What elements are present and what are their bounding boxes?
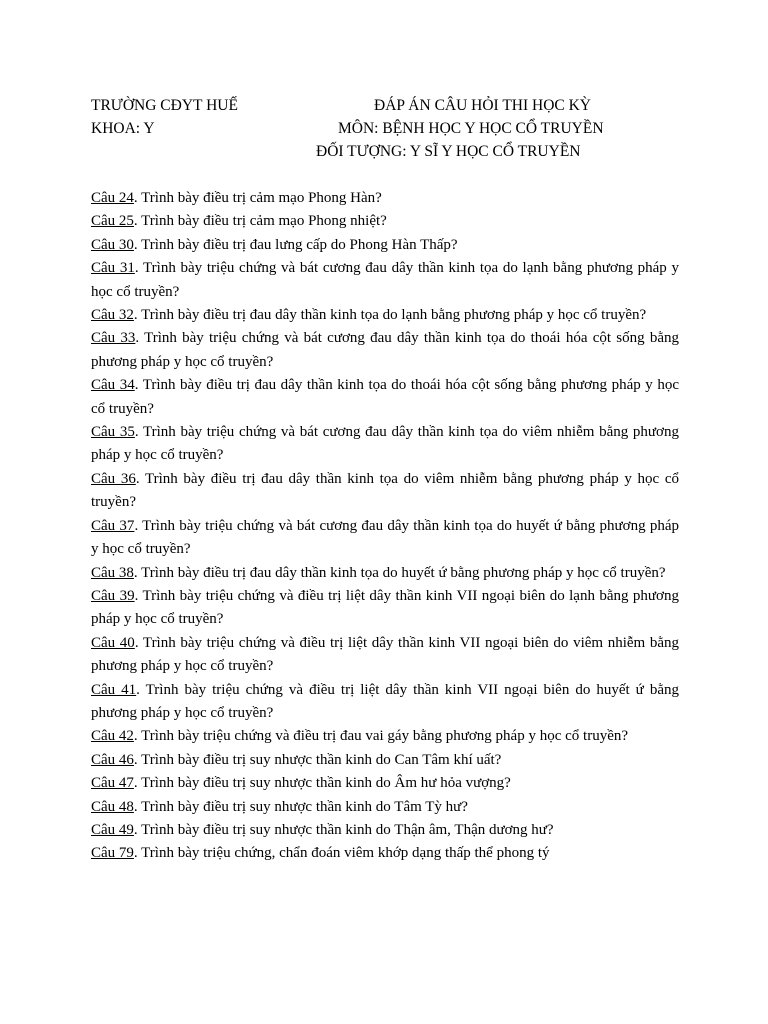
question-item: [91, 749, 679, 772]
question-text: . Trình bày triệu chứng và điều trị đau vai gáy bằng phương pháp y học cổ truyền?: [133, 728, 629, 745]
question-number: Câu 37: [91, 517, 135, 534]
question-text: . Trình bày điều trị đau dây thần kinh tọa do thoái hóa cột sống bằng phương pháp y học cổ truyền?: [91, 377, 679, 417]
question-item: [91, 421, 679, 468]
question-number: Câu 39: [91, 587, 135, 604]
question-text: . Trình bày triệu chứng và bát cương đau dây thần kinh tọa do thoái hóa cột sống bằng phương pháp y học cổ truyền?: [91, 330, 679, 370]
question-text: . Trình bày điều trị đau dây thần kinh tọa do viêm nhiễm bằng phương pháp y học cổ truyền?: [91, 470, 679, 511]
question-number: Câu 36: [91, 470, 136, 487]
question-number: Câu 46: [91, 751, 134, 768]
question-item: [91, 327, 679, 374]
question-text: . Trình bày điều trị cảm mạo Phong Hàn?: [133, 190, 382, 206]
question-item: [91, 796, 679, 819]
question-number: Câu 32: [91, 307, 134, 324]
question-item: [91, 234, 679, 257]
question-number: Câu 49: [91, 821, 134, 838]
question-text: . Trình bày triệu chứng và điều trị liệt dây thần kinh VII ngoại biên do huyết ứ bằng phương pháp y học cổ truyền?: [91, 681, 679, 721]
question-text: . Trình bày điều trị đau lưng cấp do Phong Hàn Thấp?: [133, 236, 458, 253]
question-number: Câu 40: [91, 634, 135, 651]
question-item: [91, 819, 679, 842]
question-item: [91, 585, 679, 632]
question-list: [91, 187, 679, 866]
header-row-1: [91, 94, 691, 117]
question-number: Câu 31: [91, 260, 135, 277]
question-text: . Trình bày triệu chứng và điều trị liệt dây thần kinh VII ngoại biên do lạnh bằng phương pháp y học cổ truyền?: [91, 587, 679, 628]
question-item: [91, 772, 679, 795]
question-item: [91, 515, 679, 562]
question-text: . Trình bày triệu chứng và bát cương đau dây thần kinh tọa do lạnh bằng phương pháp y học cổ truyền?: [91, 260, 679, 300]
question-text: . Trình bày điều trị đau dây thần kinh tọa do huyết ứ bằng phương pháp y học cổ truyền?: [133, 564, 666, 581]
question-item: [91, 632, 679, 679]
question-number: Câu 48: [91, 798, 134, 815]
question-number: Câu 30: [91, 236, 134, 253]
question-text: . Trình bày triệu chứng, chẩn đoán viêm khớp dạng thấp thể phong tý: [133, 845, 550, 862]
question-text: . Trình bày triệu chứng và bát cương đau dây thần kinh tọa do viêm nhiễm bằng phương pháp y học cổ truyền?: [91, 424, 679, 464]
question-item: [91, 468, 679, 515]
question-item: [91, 304, 679, 327]
question-item: [91, 725, 679, 748]
school-name: TRƯỜNG CĐYT HUẾ: [91, 97, 238, 114]
question-item: [91, 842, 679, 865]
header-row-2: [91, 117, 691, 140]
question-number: Câu 42: [91, 728, 134, 745]
question-number: Câu 24: [91, 190, 134, 206]
question-text: . Trình bày điều trị suy nhược thần kinh do Can Tâm khí uất?: [133, 751, 502, 768]
question-text: . Trình bày điều trị cảm mạo Phong nhiệt?: [133, 213, 387, 230]
question-number: Câu 47: [91, 775, 134, 792]
header-row-3: [91, 140, 691, 163]
question-number: Câu 41: [91, 681, 137, 698]
question-text: . Trình bày điều trị suy nhược thần kinh do Thận âm, Thận dương hư?: [133, 821, 554, 838]
question-item: [91, 210, 679, 233]
question-item: [91, 562, 679, 585]
question-text: . Trình bày triệu chứng và bát cương đau dây thần kinh tọa do huyết ứ bằng phương pháp y học cổ truyền?: [91, 517, 679, 558]
question-number: Câu 79: [91, 845, 134, 862]
document-header: [91, 94, 691, 163]
question-item: [91, 257, 679, 304]
question-item: [91, 187, 679, 210]
subject-name: MÔN: BỆNH HỌC Y HỌC CỔ TRUYỀN: [338, 120, 604, 137]
question-text: . Trình bày điều trị đau dây thần kinh tọa do lạnh bằng phương pháp y học cổ truyền?: [133, 307, 647, 324]
question-number: Câu 35: [91, 424, 135, 441]
audience-line: ĐỐI TƯỢNG: Y SĨ Y HỌC CỔ TRUYỀN: [316, 143, 581, 160]
document-title: ĐÁP ÁN CÂU HỎI THI HỌC KỲ: [374, 97, 591, 114]
faculty-name: KHOA: Y: [91, 120, 155, 137]
question-item: [91, 374, 679, 421]
question-number: Câu 38: [91, 564, 134, 581]
question-number: Câu 33: [91, 330, 136, 347]
question-number: Câu 34: [91, 377, 135, 394]
question-text: . Trình bày điều trị suy nhược thần kinh do Âm hư hỏa vượng?: [133, 775, 511, 792]
question-item: [91, 679, 679, 726]
question-number: Câu 25: [91, 213, 134, 230]
question-text: . Trình bày triệu chứng và điều trị liệt dây thần kinh VII ngoại biên do viêm nhiễm bằng phương pháp y học cổ truyền?: [91, 634, 679, 675]
question-text: . Trình bày điều trị suy nhược thần kinh do Tâm Tỳ hư?: [133, 798, 468, 815]
